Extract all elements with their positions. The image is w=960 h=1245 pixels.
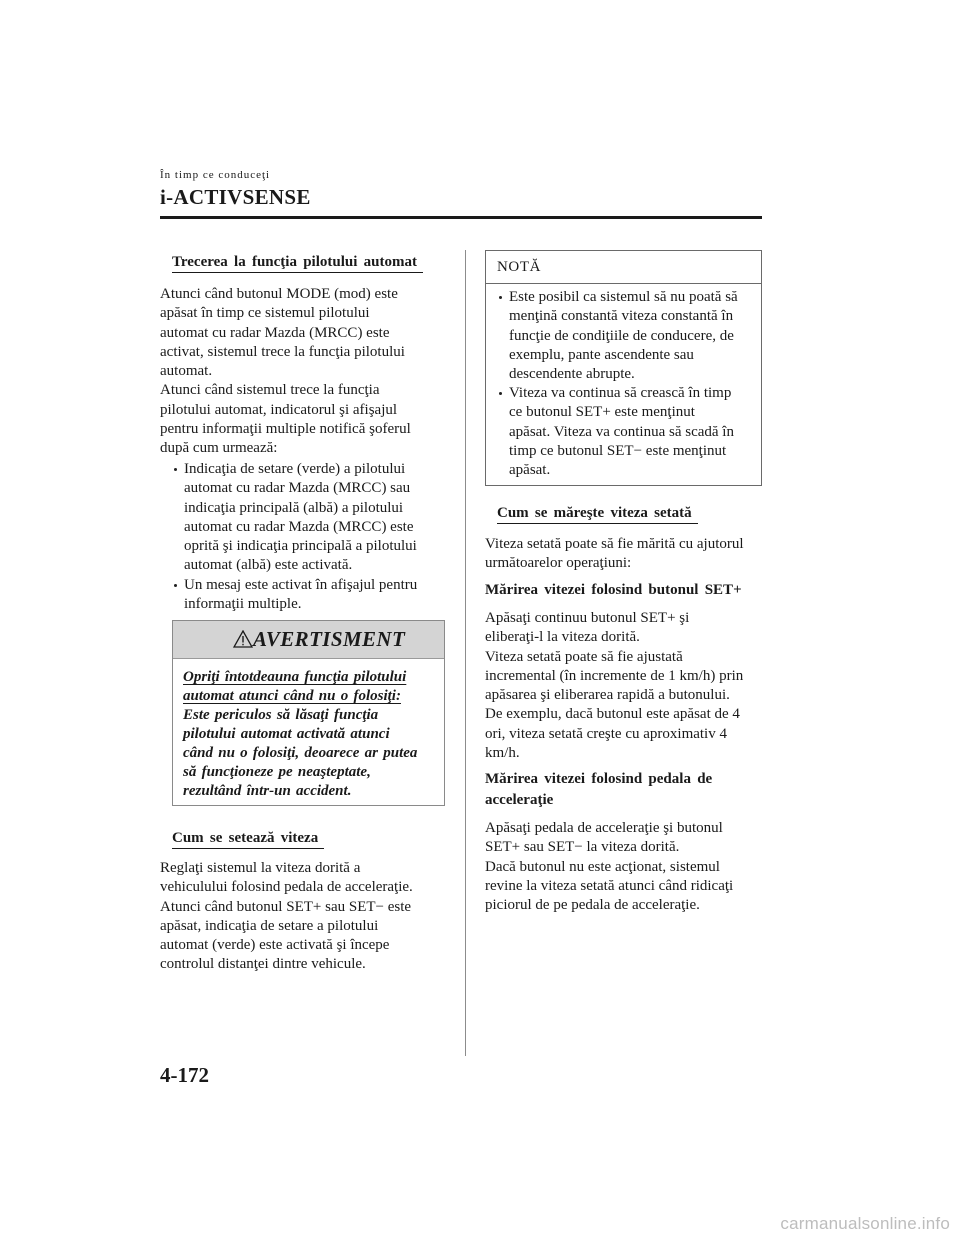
note-title: NOTĂ xyxy=(497,259,542,275)
list-item-text: Viteza va continua să crească în timp ce butonul SET+ este menţinut apăsat. Viteza va continua să scadă în timp ce butonul SET− este menţinut apăsat. xyxy=(509,385,734,479)
set-speed-paragraph: Reglaţi sistemul la viteza dorită a vehiculului folosind pedala de acceleraţie. Atunci când butonul SET+ sau SET− este apăsat, indicaţia de setare a pilotului automat (verde) este activată şi începe controlul distanţei dintre vehicule. xyxy=(160,860,413,973)
bullet-dot-icon xyxy=(174,468,177,471)
warning-lead: Opriţi întotdeauna funcţia pilotului automat atunci când nu o folosiţi: xyxy=(183,669,407,704)
bullet-dot-icon xyxy=(499,392,502,395)
subheading-pedal: Mărirea vitezei folosind pedala de acceleraţie xyxy=(485,771,713,808)
watermark: carmanualsonline.info xyxy=(780,1214,950,1233)
column-divider xyxy=(465,250,466,1056)
section-title: i-ACTIVSENSE xyxy=(160,185,311,209)
warning-triangle-icon xyxy=(233,630,253,648)
note-box xyxy=(485,250,762,486)
list-item-text: Indicaţia de setare (verde) a pilotului automat cu radar Mazda (MRCC) sau indicaţia principală (albă) a pilotului automat cu radar Mazda (MRCC) este oprită şi indicaţia principală a pilotului automat (albă) este activată. xyxy=(184,461,417,574)
increase-intro: Viteza setată poate să fie mărită cu ajutorul următoarelor operaţiuni: xyxy=(485,536,744,572)
list-item xyxy=(509,384,734,480)
warning-box xyxy=(172,620,445,806)
page-number: 4-172 xyxy=(160,1063,209,1087)
button-paragraph: Apăsaţi continuu butonul SET+ şi eliberaţi-l la viteza dorită. Viteza setată poate să fie ajustată incremental (în incremente de 1 km/h) prin apăsarea şi eliberarea rapidă a butonului. De exemplu, dacă butonul este apăsat de 4 ori, viteza setată creşte cu aproximativ 4 km/h. xyxy=(485,610,744,762)
list-item-text: Este posibil ca sistemul să nu poată să menţină constantă viteza constantă în funcţie de condiţiile de conducere, de exemplu, pante ascendente sau descendente abrupte. xyxy=(509,289,738,383)
list-item xyxy=(509,288,738,384)
warning-header xyxy=(173,621,444,659)
list-item xyxy=(184,576,417,615)
heading-autopilot-switch: Trecerea la funcţia pilotului automat xyxy=(172,253,423,273)
running-head: În timp ce conduceţi xyxy=(160,169,271,181)
subheading-button: Mărirea vitezei folosind butonul SET+ xyxy=(485,582,742,598)
list-item xyxy=(184,460,417,576)
bullet-dot-icon xyxy=(174,584,177,587)
header-rule xyxy=(160,216,762,219)
intro-paragraph: Atunci când butonul MODE (mod) este apăsat în timp ce sistemul pilotului automat cu radar Mazda (MRCC) este activat, sistemul trece la funcţia pilotului automat. Atunci când sistemul trece la funcţia pilotului automat, indicatorul şi afişajul pentru informaţii multiple notifică şoferul după cum urmează: xyxy=(160,286,411,457)
warning-title: AVERTISMENT xyxy=(253,627,406,651)
list-item-text: Un mesaj este activat în afişajul pentru informaţii multiple. xyxy=(184,577,418,613)
warning-body: Este periculos să lăsaţi funcţia pilotului automat activată atunci când nu o folosiţi, deoarece ar putea să funcţioneze pe neaşteptate, rezultând într-un accident. xyxy=(183,707,418,799)
heading-increase-speed: Cum se măreşte viteza setată xyxy=(497,504,698,524)
note-separator xyxy=(486,283,761,284)
bullet-dot-icon xyxy=(499,296,502,299)
pedal-paragraph: Apăsaţi pedala de acceleraţie şi butonul SET+ sau SET− la viteza dorită. Dacă butonul nu este acţionat, sistemul revine la viteza setată atunci când ridicaţi piciorul de pe pedala de acceleraţie. xyxy=(485,820,734,914)
heading-set-speed: Cum se setează viteza xyxy=(172,829,324,849)
